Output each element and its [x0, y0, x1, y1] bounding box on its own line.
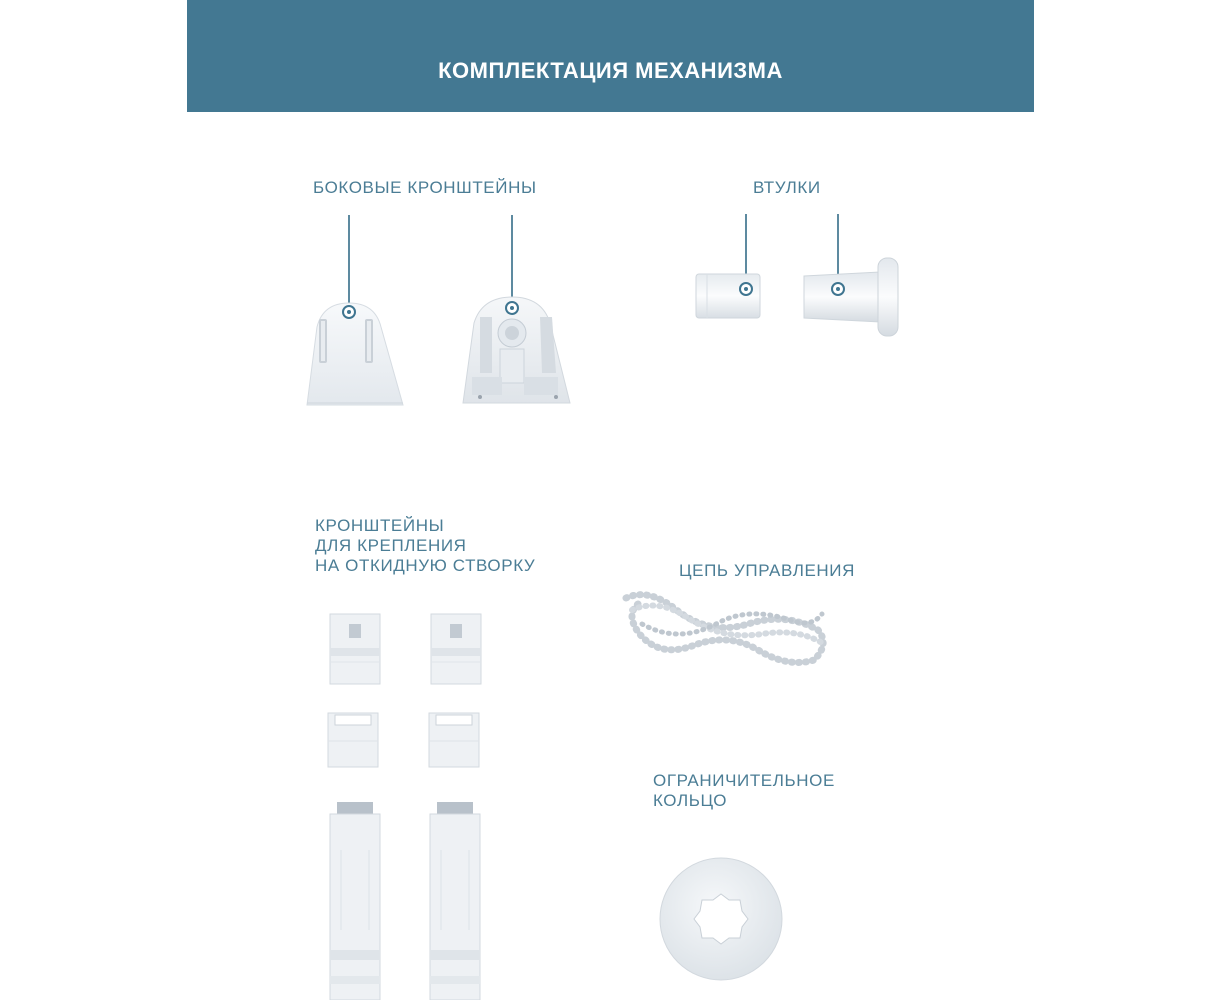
sash-clip-top-left-image [329, 612, 381, 686]
sash-clip-long-left-image [329, 800, 381, 1000]
limit-ring-label-line-2: КОЛЬЦО [653, 791, 728, 810]
sash-clip-long-right-image [429, 800, 481, 1000]
bushings-label: ВТУЛКИ [753, 178, 821, 197]
sash-brackets-label-line-1: КРОНШТЕЙНЫ [315, 516, 445, 535]
bushing-large-image [800, 256, 902, 338]
control-chain-label: ЦЕПЬ УПРАВЛЕНИЯ [679, 561, 855, 580]
sash-brackets-label-line-2: ДЛЯ КРЕПЛЕНИЯ [315, 536, 467, 555]
limit-ring-label-line-1: ОГРАНИЧИТЕЛЬНОЕ [653, 771, 835, 790]
page-title: КОМПЛЕКТАЦИЯ МЕХАНИЗМА [438, 58, 783, 83]
side-brackets-label: БОКОВЫЕ КРОНШТЕЙНЫ [313, 178, 537, 197]
sash-clip-middle-right-image [428, 711, 482, 769]
side-bracket-left-marker [342, 305, 356, 319]
side-bracket-left-leader [348, 215, 350, 305]
header-banner [187, 0, 1034, 112]
limit-ring-image [658, 856, 784, 982]
bushing-large-marker [831, 282, 845, 296]
bushing-small-image [693, 270, 763, 322]
control-chain-image [618, 584, 836, 674]
sash-clip-middle-left-image [327, 711, 381, 769]
side-bracket-right-marker [505, 301, 519, 315]
sash-brackets-label [315, 516, 535, 576]
side-bracket-right-leader [511, 215, 513, 301]
sash-brackets-label-line-3: НА ОТКИДНУЮ СТВОРКУ [315, 556, 536, 575]
limit-ring-label [653, 771, 835, 811]
sash-clip-top-right-image [430, 612, 482, 686]
bushing-small-marker [739, 282, 753, 296]
